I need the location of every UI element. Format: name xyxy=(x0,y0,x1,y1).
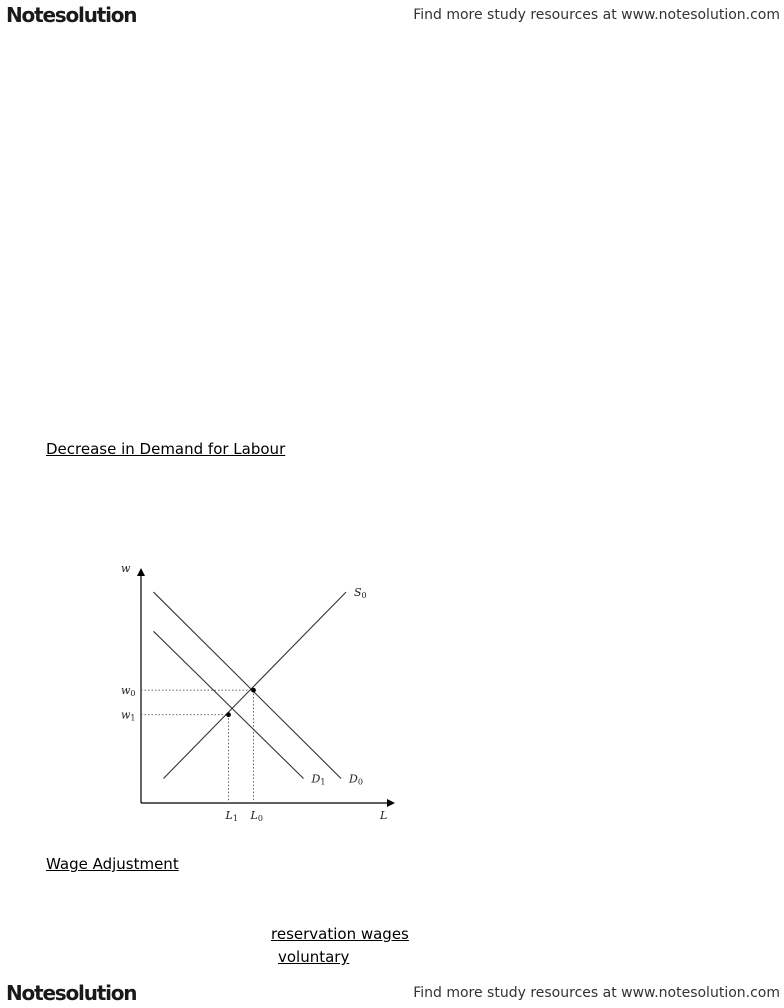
section-heading-demand: Decrease in Demand for Labour xyxy=(46,440,286,458)
header-logo[interactable] xyxy=(6,3,136,27)
footer-logo[interactable] xyxy=(6,981,136,1005)
curve-label-d1: D1 xyxy=(311,772,326,787)
curve-d0 xyxy=(154,592,342,778)
section-heading-wage-adjustment: Wage Adjustment xyxy=(46,855,179,873)
equilibrium-point-e1 xyxy=(226,712,231,717)
equilibrium-point-e0 xyxy=(251,688,256,693)
labour-market-chart xyxy=(110,558,410,828)
term-reservation-wages: reservation wages xyxy=(271,925,409,943)
curve-d1 xyxy=(154,631,304,778)
footer-logo-text: Notesolution xyxy=(6,981,137,1005)
footer-study-link[interactable]: Find more study resources at www.notesolution.com xyxy=(413,985,780,1001)
curve-label-s0: S0 xyxy=(354,586,367,601)
y-axis-label: w xyxy=(121,562,131,575)
x-axis-label: L xyxy=(380,809,388,822)
term-voluntary: voluntary xyxy=(278,948,350,966)
curve-label-d0: D0 xyxy=(349,772,363,787)
curve-s0 xyxy=(164,592,347,778)
x-tick-label-0: L1 xyxy=(225,809,238,823)
y-tick-label-1: w1 xyxy=(121,708,136,723)
header-study-link[interactable]: Find more study resources at www.notesolution.com xyxy=(413,7,780,23)
y-tick-label-0: w0 xyxy=(121,684,136,699)
x-tick-label-1: L0 xyxy=(250,809,263,823)
header-logo-text: Notesolution xyxy=(6,3,137,27)
